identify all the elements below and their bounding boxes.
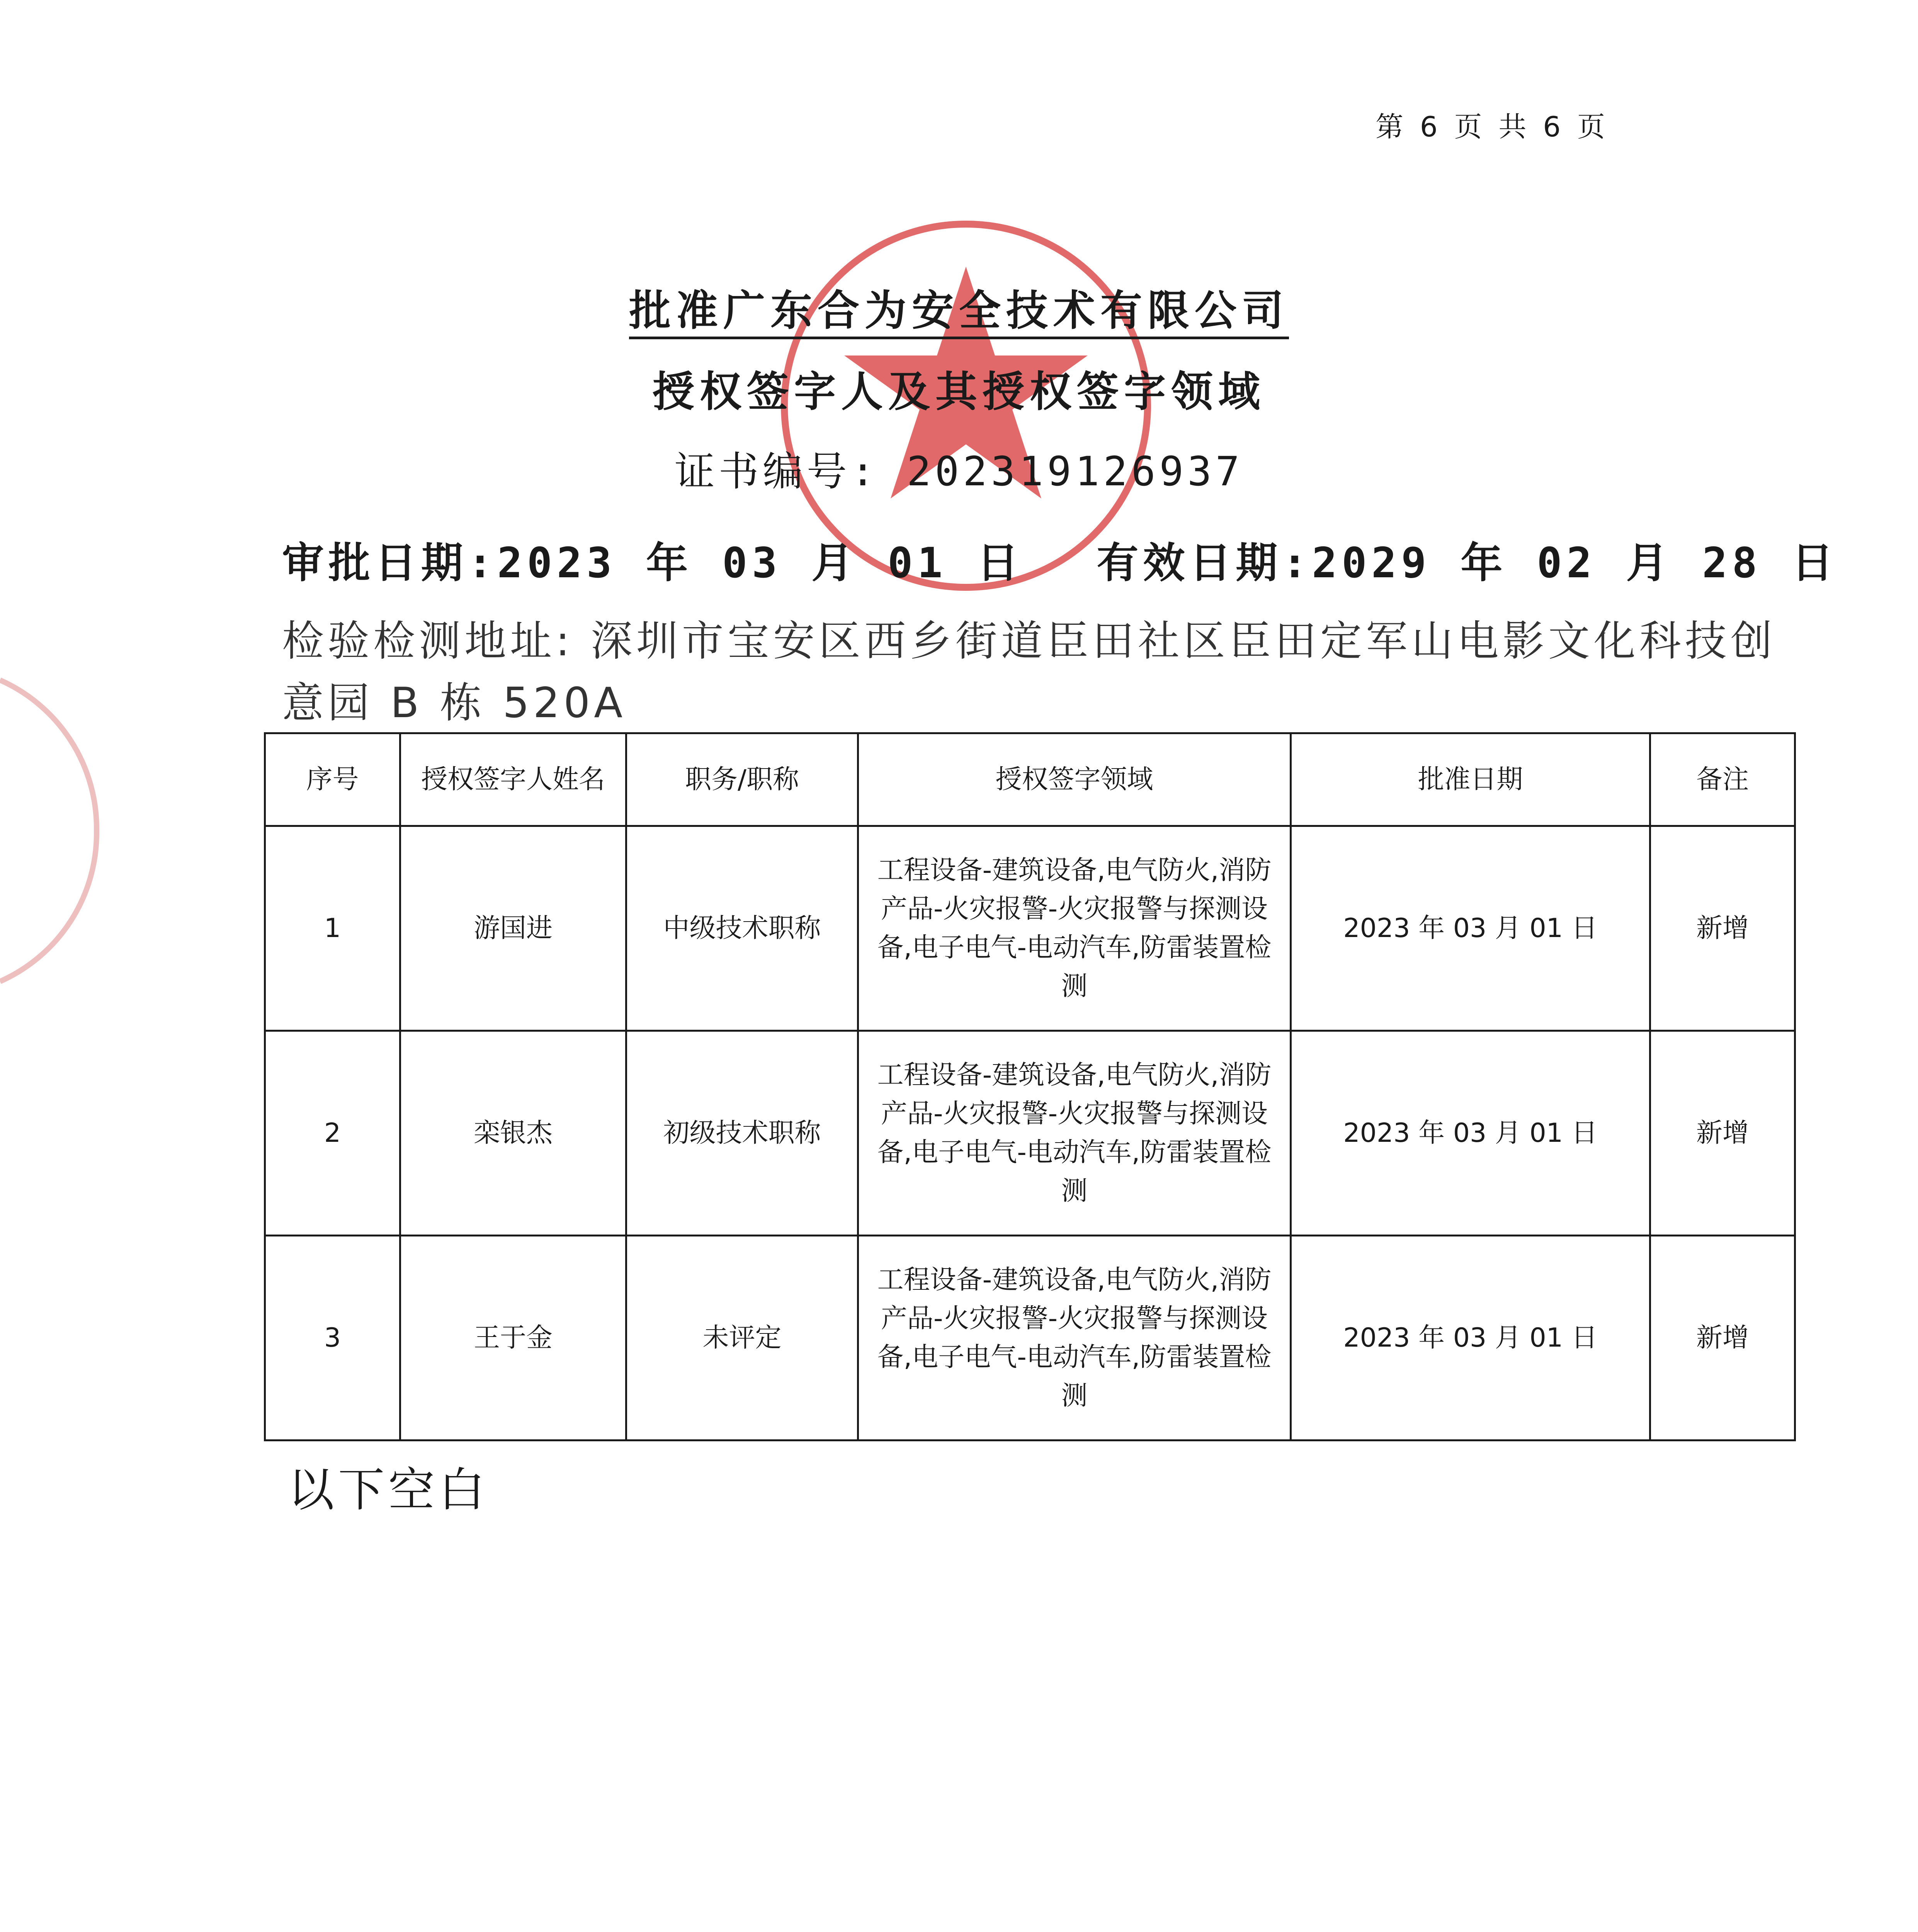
- row-no: 1: [265, 826, 400, 1031]
- header-note: 备注: [1650, 733, 1795, 826]
- header-date: 批准日期: [1291, 733, 1650, 826]
- page-number: 第 6 页 共 6 页: [1376, 111, 1609, 143]
- partial-seal-icon: [0, 657, 124, 1005]
- row-note: 新增: [1650, 826, 1795, 1031]
- row-title: 初级技术职称: [626, 1031, 858, 1236]
- row-no: 3: [265, 1236, 400, 1440]
- row-no: 2: [265, 1031, 400, 1236]
- row-domain: 工程设备-建筑设备,电气防火,消防产品-火灾报警-火灾报警与探测设备,电子电气-电动汽车,防雷装置检测: [858, 826, 1291, 1031]
- row-domain: 工程设备-建筑设备,电气防火,消防产品-火灾报警-火灾报警与探测设备,电子电气-电动汽车,防雷装置检测: [858, 1236, 1291, 1440]
- table-row: [265, 1031, 1795, 1236]
- row-note: 新增: [1650, 1236, 1795, 1440]
- approval-date: 审批日期:2023 年 03 月 01 日: [282, 539, 1024, 587]
- row-date: 2023 年 03 月 01 日: [1291, 1236, 1650, 1440]
- row-title: 中级技术职称: [626, 826, 858, 1031]
- row-note: 新增: [1650, 1031, 1795, 1236]
- row-title: 未评定: [626, 1236, 858, 1440]
- row-date: 2023 年 03 月 01 日: [1291, 1031, 1650, 1236]
- header-title: 职务/职称: [626, 733, 858, 826]
- table-row: [265, 826, 1795, 1031]
- row-date: 2023 年 03 月 01 日: [1291, 826, 1650, 1031]
- row-name: 王于金: [400, 1236, 626, 1440]
- date-line: [282, 529, 1838, 589]
- table-header-row: [265, 733, 1795, 826]
- valid-date: 有效日期:2029 年 02 月 28 日: [1097, 539, 1838, 587]
- table-row: [265, 1236, 1795, 1440]
- title-company-line: 批准广东合为安全技术有限公司: [0, 270, 1918, 352]
- header-domain: 授权签字领域: [858, 733, 1291, 826]
- signatory-table: [264, 732, 1796, 1441]
- certificate-number: 证书编号: 202319126937: [674, 448, 1244, 495]
- blank-below-note: 以下空白: [288, 1463, 489, 1517]
- row-name: 栾银杰: [400, 1031, 626, 1236]
- document-title: [0, 270, 1918, 510]
- header-name: 授权签字人姓名: [400, 733, 626, 826]
- row-domain: 工程设备-建筑设备,电气防火,消防产品-火灾报警-火灾报警与探测设备,电子电气-电动汽车,防雷装置检测: [858, 1031, 1291, 1236]
- test-address: 检验检测地址: 深圳市宝安区西乡街道臣田社区臣田定军山电影文化科技创意园 B 栋 520A: [282, 617, 1776, 727]
- header-no: 序号: [265, 733, 400, 826]
- row-name: 游国进: [400, 826, 626, 1031]
- title-subject-line: 授权签字人及其授权签字领域: [652, 368, 1265, 416]
